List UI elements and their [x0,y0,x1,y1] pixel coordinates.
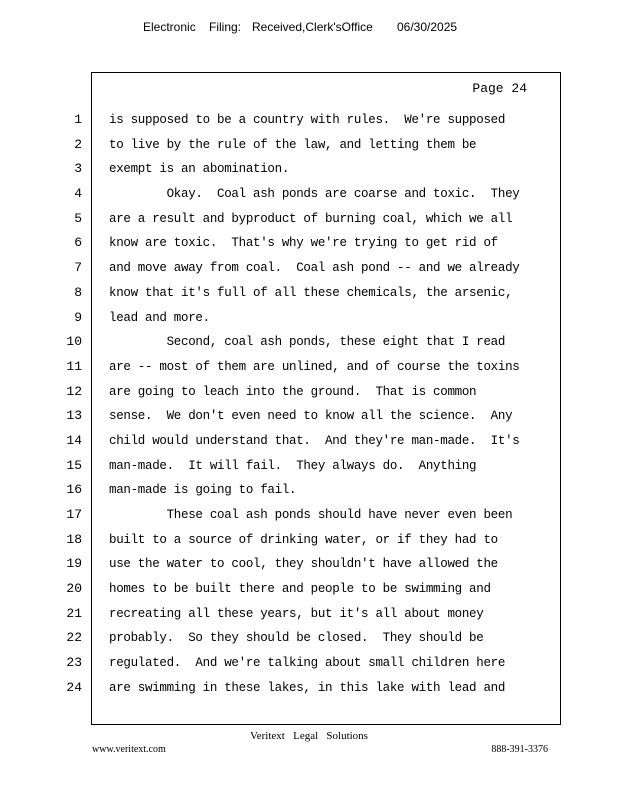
transcript-line: are -- most of them are unlined, and of course the toxins [109,359,520,374]
line-number: 9 [74,309,82,325]
transcript-line: know are toxic. That's why we're trying to get rid of [109,236,498,251]
transcript-line: are going to leach into the ground. That is common [109,384,477,399]
transcript-line: use the water to cool, they shouldn't have allowed the [109,557,498,572]
transcript-line: man-made. It will fail. They always do. Anything [109,458,477,473]
line-number: 8 [74,284,82,300]
line-number: 2 [74,136,82,152]
transcript-line: recreating all these years, but it's all about money [109,606,484,621]
footer-company: Veritext Legal Solutions [250,730,368,742]
line-number: 22 [66,630,82,646]
transcript-line: is supposed to be a country with rules. We're supposed [109,113,506,127]
line-number: 7 [74,260,82,276]
line-number: 20 [66,581,82,597]
transcript-line: man-made is going to fail. [109,483,297,498]
transcript-line: exempt is an abomination. [109,162,290,177]
transcript-line: Second, coal ash ponds, these eight that I read [109,335,506,350]
header-received: Received,Clerk'sOffice [252,20,373,34]
line-number: 13 [66,408,82,424]
header-electronic: Electronic [143,20,196,34]
transcript-line: probably. So they should be closed. They should be [109,631,484,646]
line-number: 21 [66,605,82,621]
transcript-text [109,108,549,701]
transcript-line: lead and more. [109,310,210,325]
line-number: 23 [66,655,82,671]
footer-website: www.veritext.com [92,744,166,755]
transcript-line: regulated. And we're talking about small children here [109,656,506,671]
page-number: Page 24 [472,81,527,96]
line-number-column [60,108,82,701]
transcript-line: These coal ash ponds should have never even been [109,508,513,522]
line-number: 6 [74,235,82,251]
line-number: 15 [66,457,82,473]
transcript-line: are swimming in these lakes, in this lake with lead and [109,680,506,695]
header-filing: Filing: [209,20,242,34]
line-number: 17 [66,507,82,522]
line-number: 19 [66,556,82,572]
line-number: 24 [66,679,82,695]
line-number: 5 [74,210,82,226]
transcript-line: to live by the rule of the law, and letting them be [109,137,477,152]
footer-phone: 888-391-3376 [491,744,548,755]
transcript-line: homes to be built there and people to be swimming and [109,582,491,597]
line-number: 18 [66,531,82,547]
line-number: 10 [66,334,82,350]
transcript-line: know that it's full of all these chemicals, the arsenic, [109,285,513,300]
line-number: 11 [66,358,82,374]
line-number: 12 [66,383,82,399]
line-number: 14 [66,432,82,448]
transcript-line: are a result and byproduct of burning coal, which we all [109,211,513,226]
transcript-line: Okay. Coal ash ponds are coarse and toxic. They [109,187,520,202]
transcript-line: built to a source of drinking water, or if they had to [109,532,498,547]
transcript-line: child would understand that. And they're man-made. It's [109,433,520,448]
line-number: 3 [74,161,82,177]
filing-header [0,20,618,38]
header-date: 06/30/2025 [397,20,458,34]
line-number: 1 [74,112,82,127]
transcript-line: and move away from coal. Coal ash pond -- and we already [109,261,520,276]
line-number: 16 [66,482,82,498]
line-number: 4 [74,186,82,202]
transcript-line: sense. We don't even need to know all the science. Any [109,409,513,424]
